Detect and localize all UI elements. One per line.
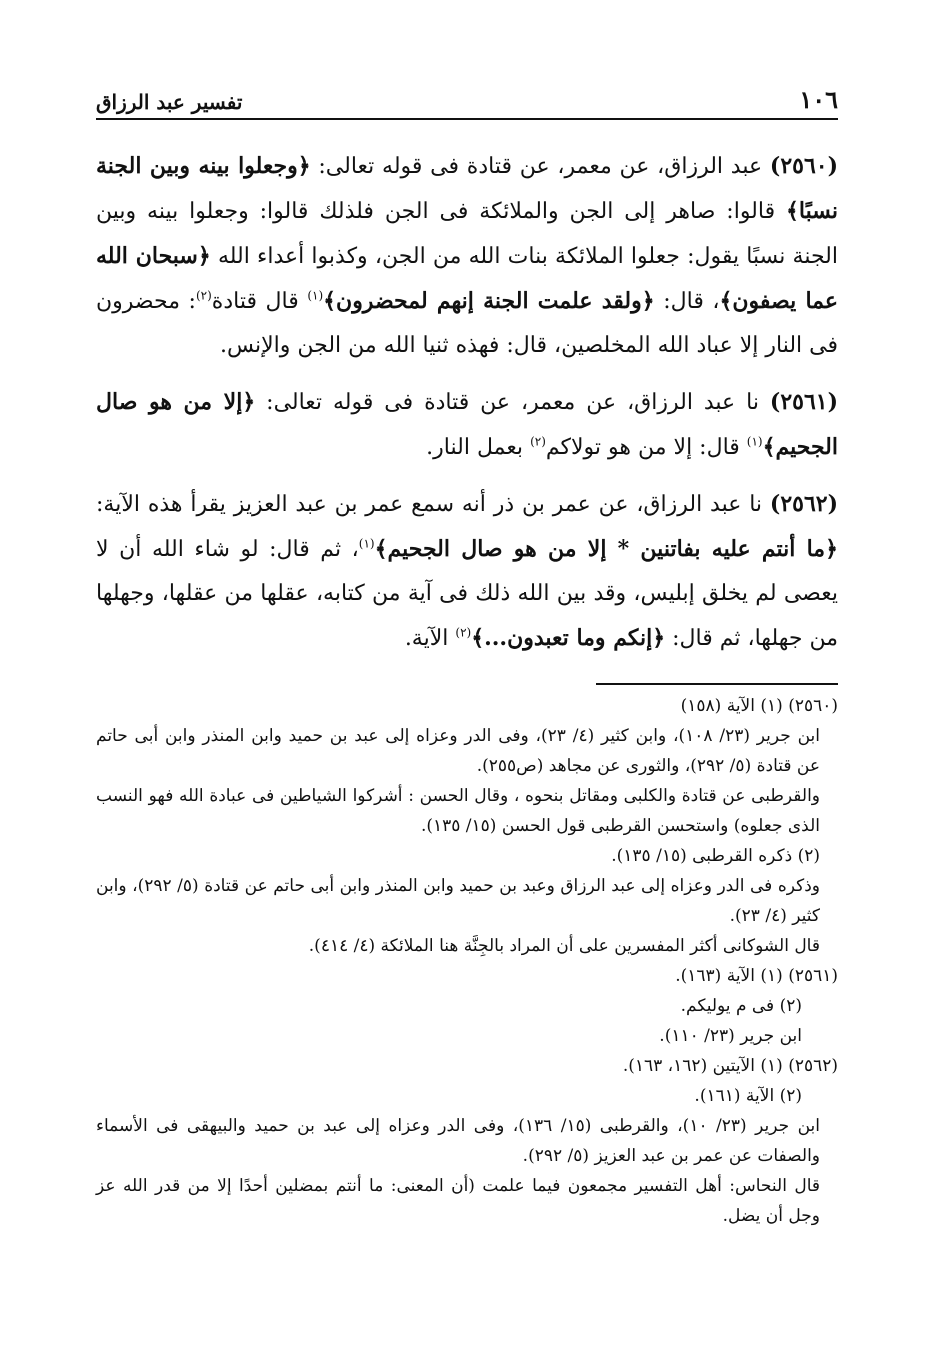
- page-header: [96, 80, 838, 120]
- footnote-line: والقرطبى عن قتادة والكلبى ومقاتل بنحوه ، وقال الحسن : أشركوا الشياطين فى عبادة الله فهو النسب الذى جعلوه) واستحسن القرطبى قول الحسن (١٥/ ١٣٥).: [96, 786, 820, 836]
- entry-number: (٢٥٦٢): [769, 491, 838, 517]
- entry-text: قال: إلا من هو تولاكم: [545, 435, 747, 460]
- footnote-line: ابن جرير (٢٣/ ١٠)، والقرطبى (١٥/ ١٣٦)، وفى الدر وعزاه إلى عبد بن حميد والبيهقى فى الأسماء والصفات عن عمر بن عبد العزيز (٥/ ٢٩٢).: [96, 1116, 820, 1166]
- entry-2561: [96, 380, 838, 470]
- footnote-marker: (١): [307, 288, 324, 303]
- quran-quote: ﴿ما أنتم عليه بفاتنين * إلا من هو صال الجحيم﴾: [374, 536, 838, 562]
- footnote-line: (٢) ذكره القرطبى (١٥/ ١٣٥).: [611, 846, 820, 866]
- footnote-line: (٢٥٦٠) (١) الآية (١٥٨): [680, 696, 838, 716]
- footnote-line: ابن جرير (٢٣/ ١١٠).: [659, 1026, 802, 1046]
- entry-text: بعمل النار.: [426, 435, 531, 460]
- entry-number: (٢٥٦١): [769, 389, 838, 415]
- quran-quote: ﴿إنكم وما تعبدون...﴾: [471, 625, 666, 651]
- entry-text: نا عبد الرزاق، عن معمر، عن قتادة فى قوله تعالى:: [255, 390, 770, 415]
- entry-text: : محضرون فى النار إلا عباد الله المخلصين، قال: فهذه ثنيا الله من الجن والإنس.: [96, 289, 838, 358]
- quran-quote: ﴿ولقد علمت الجنة إنهم لمحضرون﴾: [323, 288, 655, 314]
- footnote-line: (٢) فى م يوليكم.: [680, 996, 802, 1016]
- page-number: ١٠٦: [799, 85, 838, 114]
- entry-text: قالوا: صاهر إلى الجن والملائكة فى الجن فلذلك قالوا: وجعلوا بينه وبين الجنة نسبًا يقول: جعلوا الملائكة بنات الله من الجن، وكذبوا أعداء الله: [96, 199, 838, 269]
- footnote-line: قال النحاس: أهل التفسير مجمعون فيما علمت (أن المعنى: ما أنتم بمضلين أحدًا إلا من قدر الله عز وجل أن يضل.: [96, 1176, 820, 1226]
- quran-quote: ﴿إلا من هو صال الجحيم﴾: [96, 389, 838, 460]
- footnote-marker: (١): [746, 434, 763, 449]
- entry-text: عبد الرزاق، عن معمر، عن قتادة فى قوله تعالى:: [310, 154, 770, 179]
- entry-2560: [96, 144, 838, 368]
- footnote-line: وذكره فى الدر وعزاه إلى عبد الرزاق وعبد بن حميد وابن المنذر وابن أبى حاتم عن قتادة (٥/ ٢٩٢)، وابن كثير (٤/ ٢٣).: [96, 876, 820, 926]
- footnote-line: (٢٥٦١) (١) الآية (١٦٣).: [675, 966, 838, 986]
- footnote-divider: [596, 683, 838, 685]
- footnote-line: ابن جرير (٢٣/ ١٠٨)، وابن كثير (٤/ ٢٣)، وفى الدر وعزاه إلى عبد بن حميد وابن المنذر وابن أبى حاتم عن قتادة (٥/ ٢٩٢)، والثورى عن مجاهد (ص٢٥٥).: [96, 726, 820, 776]
- running-title: تفسير عبد الرزاق: [96, 90, 243, 114]
- footnote-marker: (١): [358, 536, 375, 551]
- entry-2562: [96, 482, 838, 661]
- footnote-marker: (٢): [530, 434, 546, 449]
- entry-text: نا عبد الرزاق، عن عمر بن ذر أنه سمع عمر بن عبد العزيز يقرأ هذه الآية:: [96, 492, 770, 517]
- entry-number: (٢٥٦٠): [769, 153, 839, 179]
- book-page: [96, 80, 838, 1231]
- footnote-marker: (٢): [195, 288, 212, 303]
- entry-text: قال قتادة: [211, 289, 308, 314]
- footnote-line: (٢) الآية (١٦١).: [694, 1086, 802, 1106]
- entry-text: الآية.: [404, 626, 456, 651]
- footnote-line: قال الشوكانى أكثر المفسرين على أن المراد بالجِنَّة هنا الملائكة (٤/ ٤١٤).: [308, 936, 820, 956]
- footnote-marker: (٢): [455, 625, 472, 640]
- entry-text: ، قال:: [654, 289, 720, 314]
- quran-quote: ﴿وجعلوا بينه وبين الجنة نسبًا﴾: [96, 153, 838, 224]
- footnotes: [96, 691, 838, 1231]
- footnote-line: (٢٥٦٢) (١) الآيتين (١٦٢، ١٦٣).: [622, 1056, 838, 1076]
- quran-quote: ﴿سبحان الله عما يصفون﴾: [96, 243, 839, 314]
- main-text: [96, 144, 838, 661]
- entry-text: ، ثم قال: لو شاء الله أن لا يعصى لم يخلق إبليس، وقد بين الله ذلك فى آية من كتابه، عقلها من عقلها، وجهلها من جهلها، ثم قال:: [96, 537, 838, 651]
